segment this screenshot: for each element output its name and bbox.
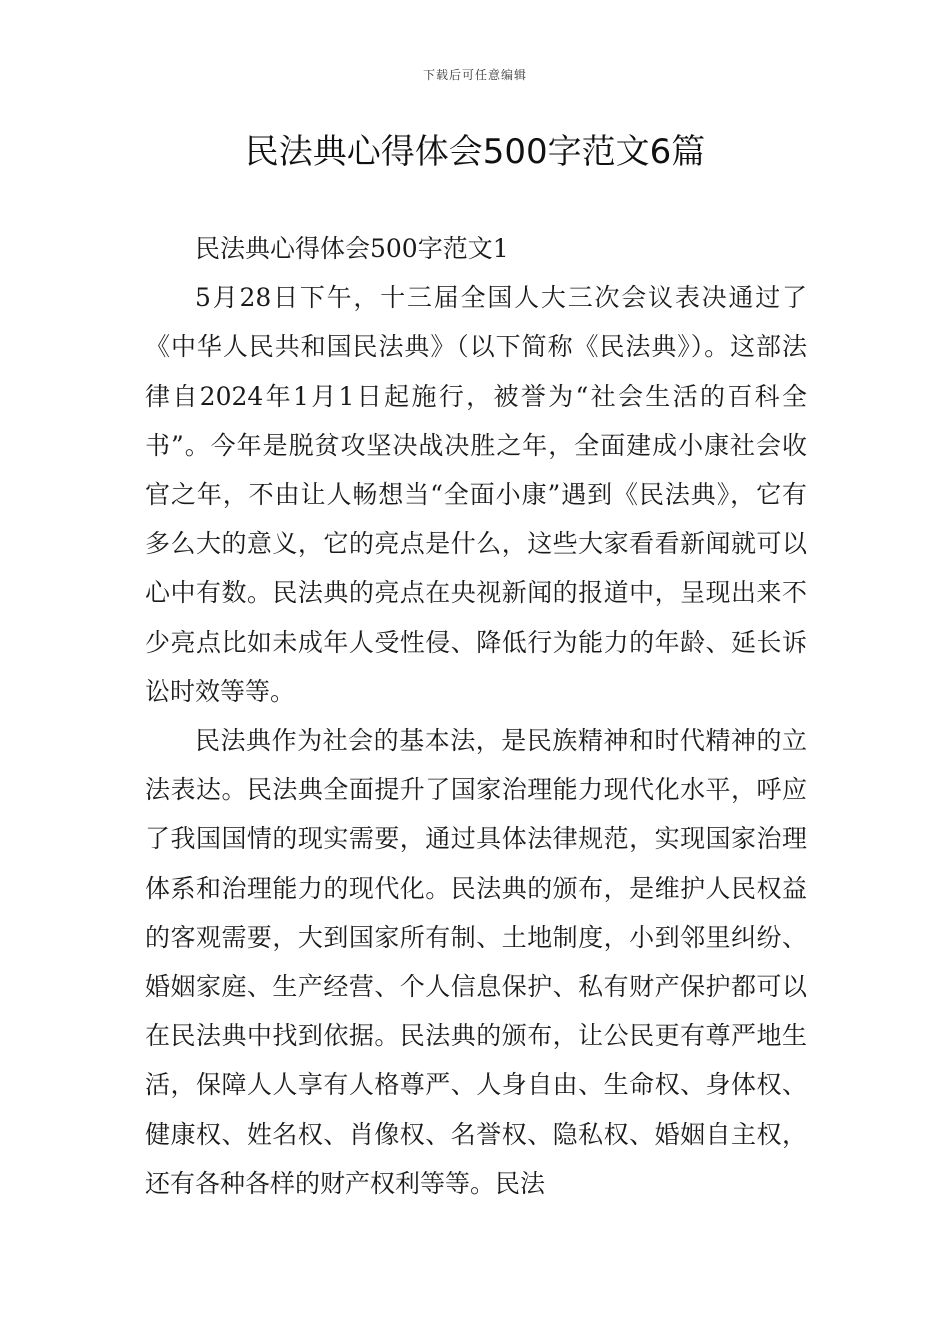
header-note: 下载后可任意编辑 bbox=[422, 68, 527, 82]
section-heading: 民法典心得体会500字范文1 bbox=[195, 234, 509, 263]
document-title: 民法典心得体会500字范文6篇 bbox=[244, 132, 706, 172]
paragraph: 民法典作为社会的基本法，是民族精神和时代精神的立法表达。民法典全面提升了国家治理能力现代化水平，呼应了我国国情的现实需要，通过具体法律规范，实现国家治理体系和治理能力的现代化。民法典的颁布，是维护人民权益的客观需要，大到国家所有制、土地制度，小到邻里纠纷、婚姻家庭、生产经营、个人信息保护、私有财产保护都可以在民法典中找到依据。民法典的颁布，让公民更有尊严地生活，保障人人享有人格尊严、人身自由、生命权、身体权、健康权、姓名权、肖像权、名誉权、隐私权、婚姻自主权，还有各种各样的财产权利等等。民法 bbox=[145, 726, 807, 1198]
paragraph: 5月28日下午，十三届全国人大三次会议表决通过了《中华人民共和国民法典》（以下简称《民法典》）。这部法律自2024年1月1日起施行，被誉为“社会生活的百科全书”。今年是脱贫攻坚决战决胜之年，全面建成小康社会收官之年，不由让人畅想当“全面小康”遇到《民法典》，它有多么大的意义，它的亮点是什么，这些大家看看新闻就可以心中有数。民法典的亮点在央视新闻的报道中，呈现出来不少亮点比如未成年人受性侵、降低行为能力的年龄、延长诉讼时效等等。 bbox=[145, 283, 807, 706]
document-body bbox=[145, 224, 807, 1208]
